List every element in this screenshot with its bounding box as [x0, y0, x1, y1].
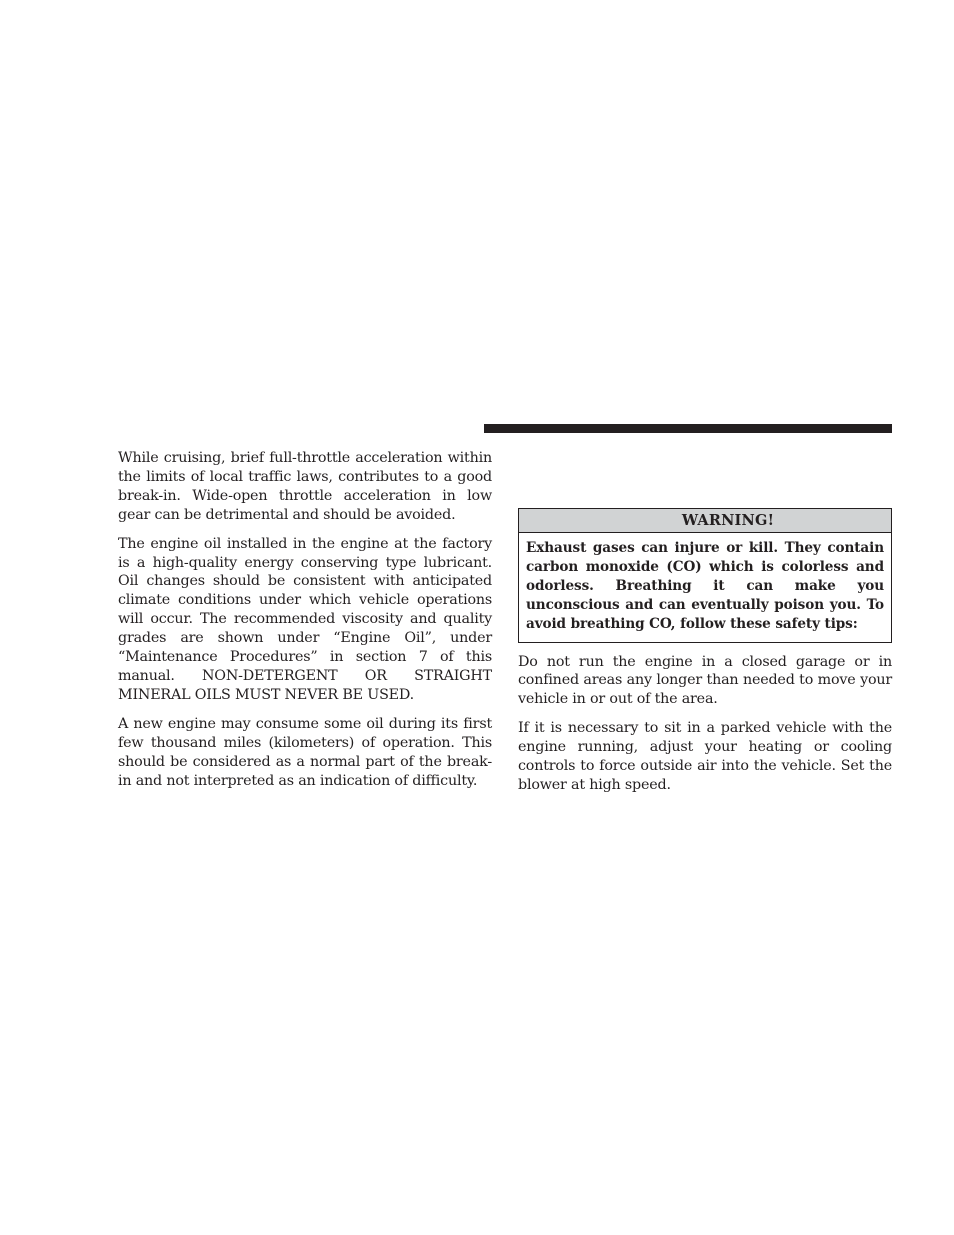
paragraph-break-in-acceleration: While cruising, brief full-throttle acceleration within the limits of local traffic laws, contributes to a good break-in. Wide-open throttle acceleration in low gear can be detrimental and should be avoided. [118, 450, 492, 523]
paragraph-engine-oil: The engine oil installed in the engine at the factory is a high-quality energy conserving type lubricant. Oil changes should be consistent with anticipated climate conditions under which vehicle operations will occur. The recommended viscosity and quality grades are shown under “Engine Oil”, under “Maintenance Procedures” in section 7 of this manual. NON-DETERGENT OR STRAIGHT MINERAL OILS MUST NEVER BE USED. [118, 535, 492, 703]
warning-body: Exhaust gases can injure or kill. They contain carbon monoxide (CO) which is colorless and odorless. Breathing it can make you unconscious and can eventually poison you. To avoid breathing CO, follow these safety tips: [526, 540, 884, 632]
section-rule [484, 424, 892, 433]
paragraph-parked-vehicle: If it is necessary to sit in a parked vehicle with the engine running, adjust your heating or cooling controls to force outside air into the vehicle. Set the blower at high speed. [518, 720, 892, 793]
warning-title: WARNING! [519, 509, 891, 533]
warning-box [518, 508, 892, 643]
right-column [518, 508, 892, 805]
paragraph-oil-consumption: A new engine may consume some oil during its first few thousand miles (kilometers) of operation. This should be considered as a normal part of the break-in and not interpreted as an indication of difficulty. [118, 715, 492, 789]
left-column [118, 449, 492, 800]
paragraph-closed-garage: Do not run the engine in a closed garage or in confined areas any longer than needed to move your vehicle in or out of the area. [518, 653, 892, 708]
